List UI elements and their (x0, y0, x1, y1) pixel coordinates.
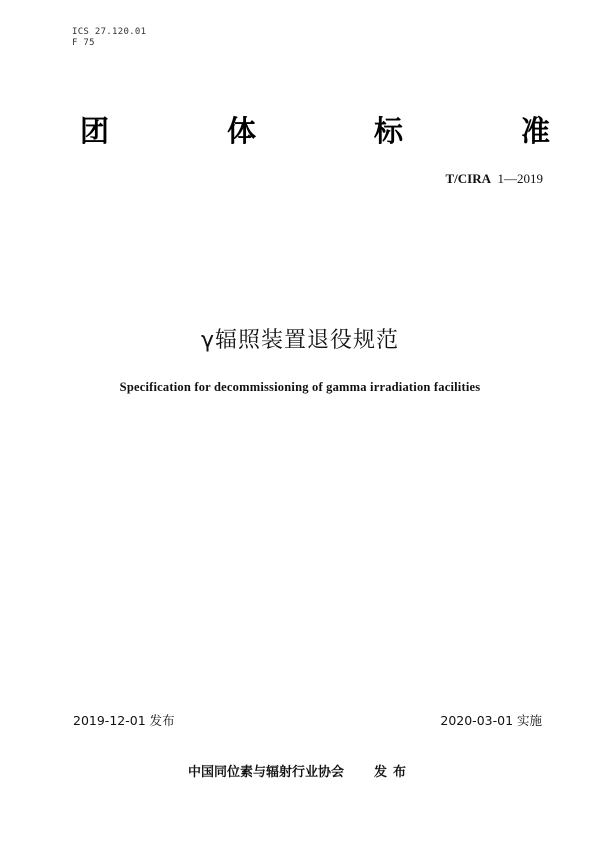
standard-number (445, 171, 543, 187)
publisher-action: 发布 (374, 765, 413, 780)
standard-type-char: 体 (226, 114, 256, 148)
implementation-date: 2020-03-01 实施 (440, 713, 542, 728)
publisher-name: 中国同位素与辐射行业协会 (187, 765, 344, 780)
classification-codes (72, 27, 146, 49)
publisher-line (0, 764, 600, 782)
ics-code: ICS 27.120.01 (72, 27, 147, 37)
issue-date: 2019-12-01 发布 (73, 713, 175, 728)
document-title-chinese: γ辐照装置退役规范 (200, 328, 400, 353)
standard-type-char: 团 (80, 114, 110, 148)
standard-type-char: 准 (520, 114, 550, 148)
document-title-english: Specification for decommissioning of gamma irradiation facilities (119, 380, 481, 394)
standard-number-value: 1—2019 (497, 171, 543, 186)
standard-type-heading (80, 112, 550, 150)
standard-number-prefix: T/CIRA (445, 171, 491, 186)
ccs-code: F 75 (72, 38, 95, 48)
standard-type-char: 标 (373, 114, 403, 148)
